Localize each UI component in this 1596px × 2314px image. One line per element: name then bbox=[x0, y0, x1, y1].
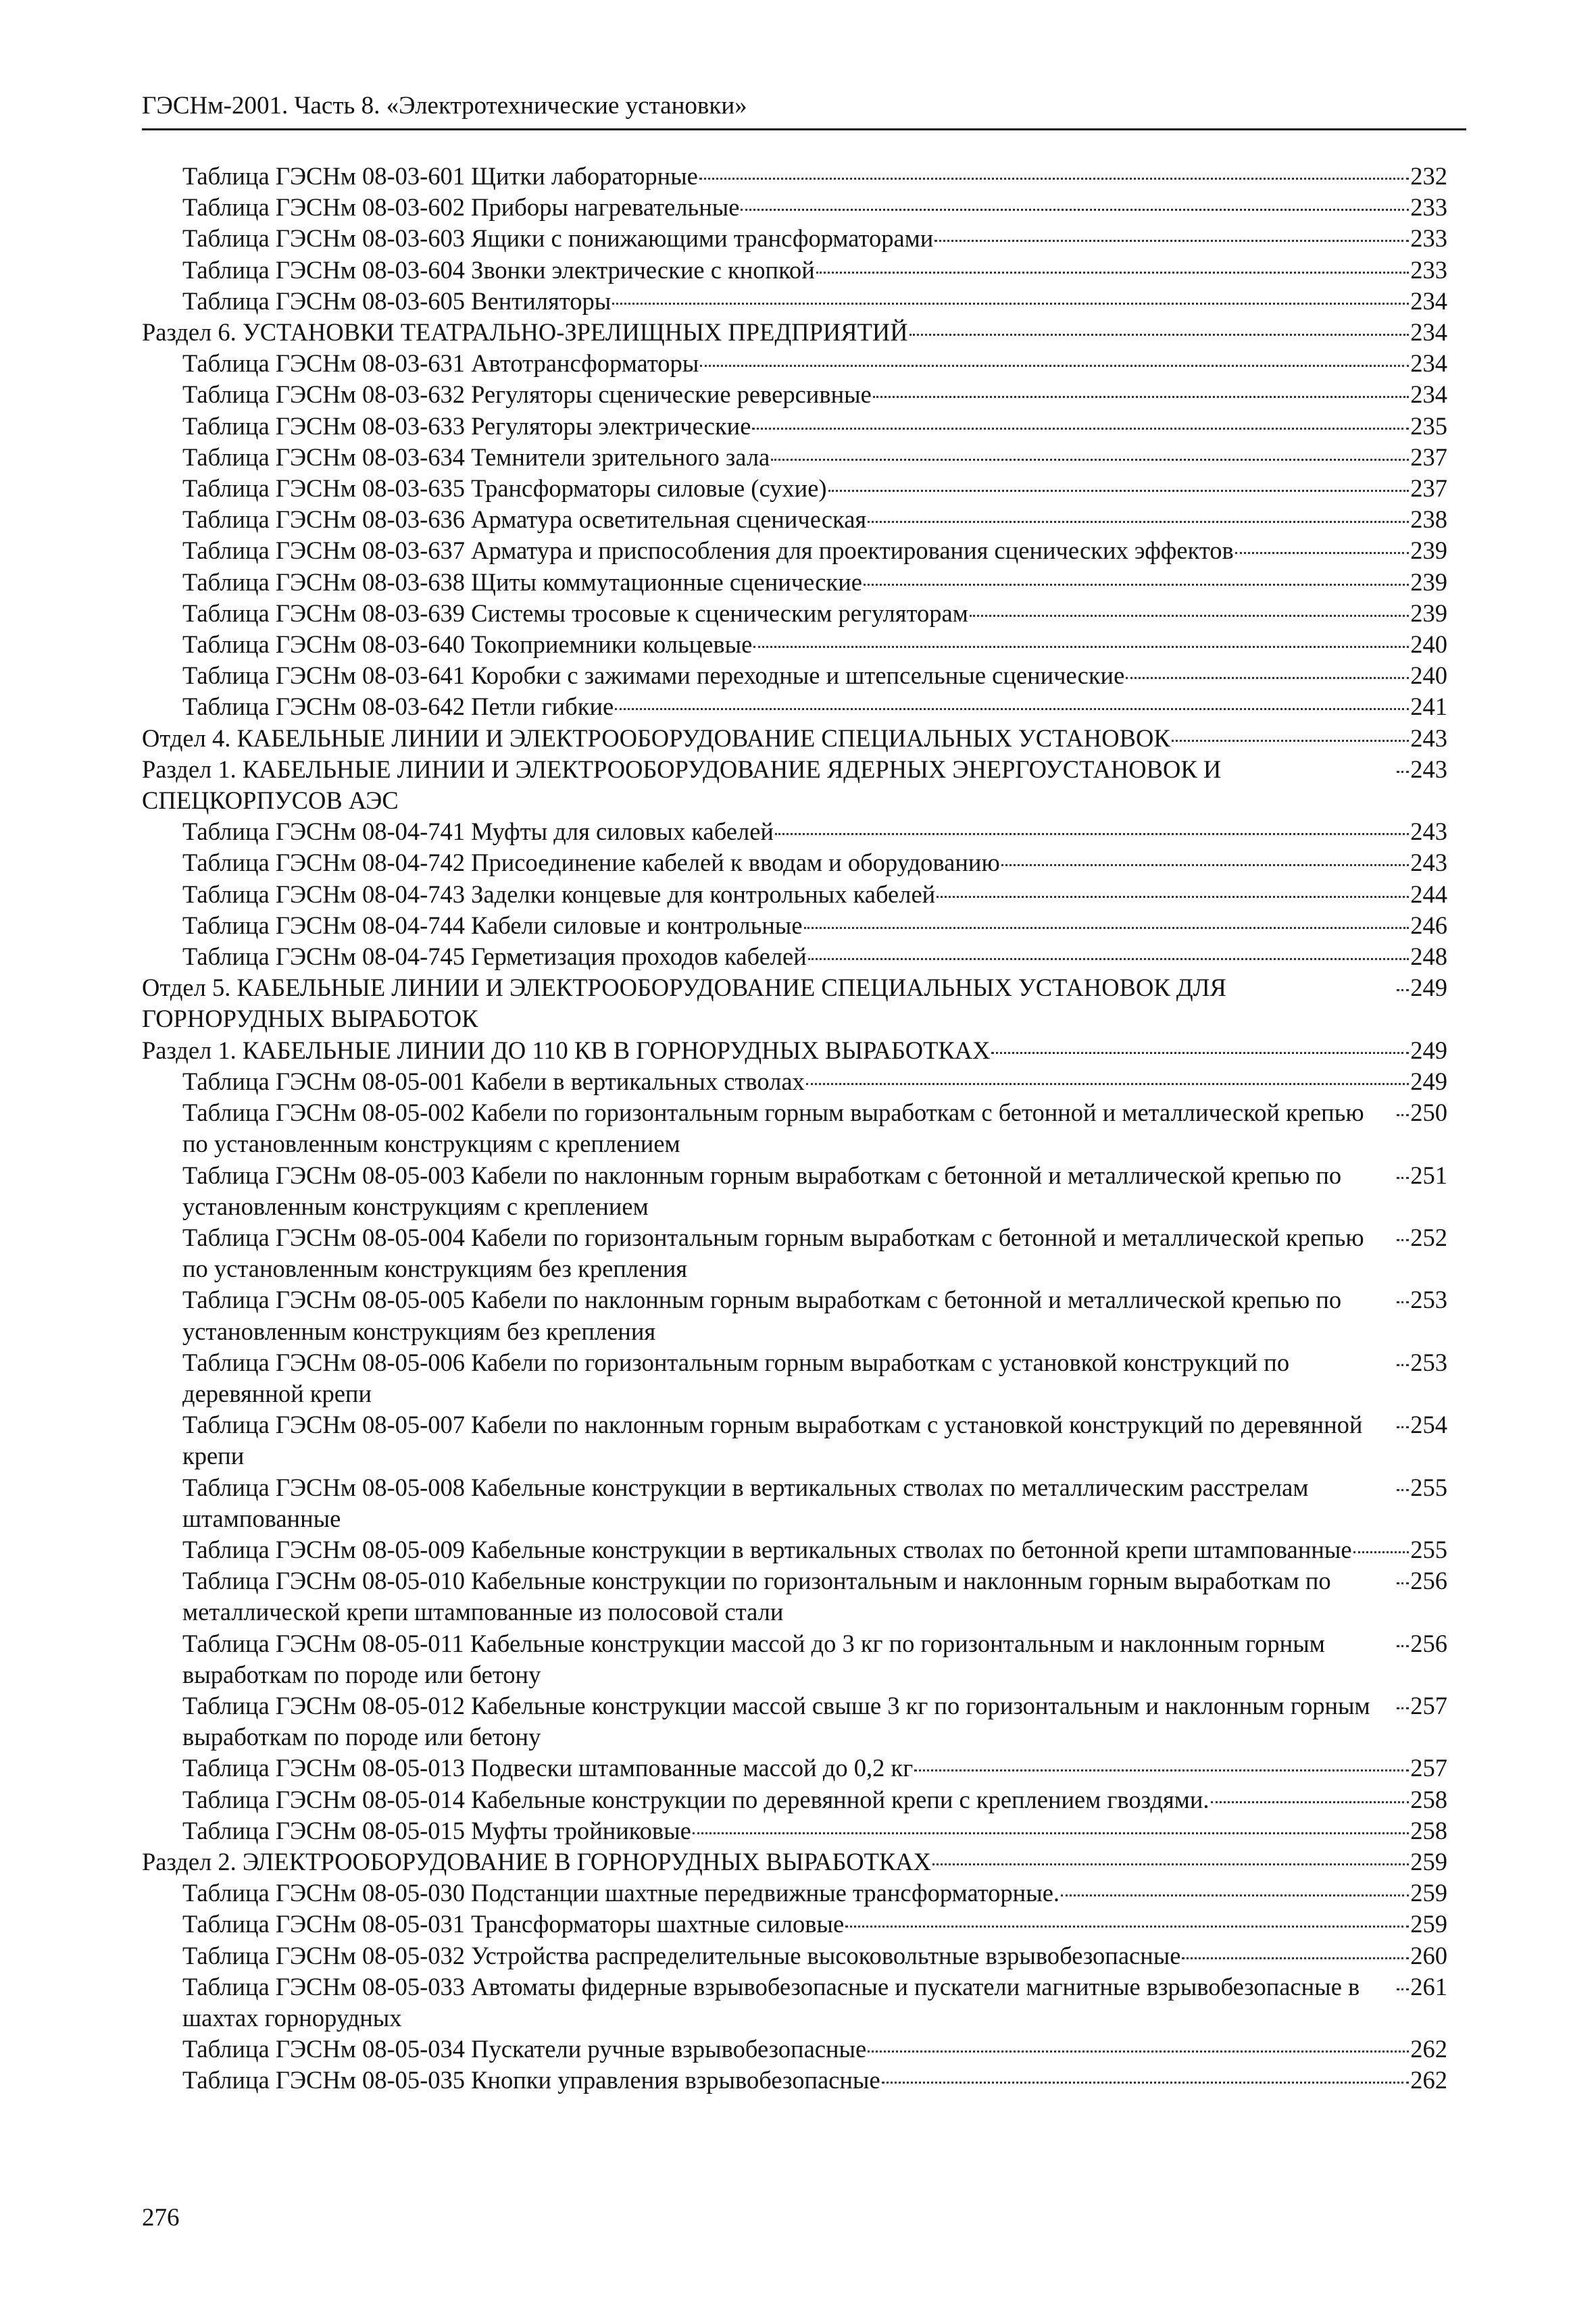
dot-leader bbox=[873, 396, 1409, 398]
toc-entry-table bbox=[142, 535, 1447, 566]
dot-leader bbox=[1397, 1489, 1409, 1491]
dot-leader bbox=[816, 272, 1409, 274]
toc-entry-table bbox=[142, 411, 1447, 442]
toc-entry-title: Таблица ГЭСНм 08-03-634 Темнители зрительного зала bbox=[182, 443, 770, 471]
dot-leader bbox=[1397, 1239, 1409, 1241]
toc-entry-section bbox=[142, 723, 1447, 754]
toc-entry-table bbox=[142, 348, 1447, 379]
dot-leader bbox=[808, 958, 1410, 960]
dot-leader bbox=[864, 584, 1409, 586]
toc-entry-table bbox=[142, 1784, 1447, 1815]
toc-entry-page: 254 bbox=[1410, 1411, 1447, 1439]
toc-entry-page: 251 bbox=[1410, 1161, 1447, 1189]
toc-entry-title: Таблица ГЭСНм 08-03-601 Щитки лабораторные bbox=[182, 162, 698, 190]
dot-leader bbox=[612, 303, 1409, 305]
dot-leader bbox=[882, 2082, 1410, 2084]
dot-leader bbox=[1353, 1551, 1410, 1553]
toc-entry-title: Раздел 6. УСТАНОВКИ ТЕАТРАЛЬНО-ЗРЕЛИЩНЫХ ПРЕДПРИЯТИЙ bbox=[142, 318, 908, 347]
toc-entry-table bbox=[142, 1284, 1447, 1347]
table-of-contents bbox=[142, 161, 1447, 2096]
toc-entry-page: 243 bbox=[1410, 755, 1447, 783]
toc-entry-title: Таблица ГЭСНм 08-05-001 Кабели в вертикальных стволах bbox=[182, 1067, 805, 1095]
header-rule bbox=[142, 128, 1466, 130]
toc-entry-page: 256 bbox=[1410, 1629, 1447, 1657]
dot-leader bbox=[1061, 1894, 1409, 1896]
toc-entry-title: Таблица ГЭСНм 08-04-741 Муфты для силовых кабелей bbox=[182, 818, 774, 846]
dot-leader bbox=[1182, 1957, 1409, 1959]
toc-entry-table bbox=[142, 473, 1447, 504]
toc-entry-page: 240 bbox=[1410, 661, 1447, 690]
toc-entry-title: Таблица ГЭСНм 08-03-632 Регуляторы сценические реверсивные bbox=[182, 380, 872, 409]
dot-leader bbox=[1397, 1301, 1409, 1303]
dot-leader bbox=[909, 334, 1410, 336]
dot-leader bbox=[937, 896, 1409, 898]
toc-entry-table bbox=[142, 286, 1447, 317]
toc-entry-title: Таблица ГЭСНм 08-05-008 Кабельные конструкции в вертикальных стволах по металлическим расстрелам штампованные bbox=[182, 1473, 1309, 1532]
toc-entry-title: Таблица ГЭСНм 08-03-604 Звонки электрические с кнопкой bbox=[182, 255, 815, 284]
toc-entry-table bbox=[142, 379, 1447, 410]
toc-entry-page: 234 bbox=[1410, 380, 1447, 409]
dot-leader bbox=[1235, 552, 1409, 554]
toc-entry-table bbox=[142, 1097, 1447, 1159]
dot-leader bbox=[1397, 1988, 1409, 1990]
toc-entry-page: 239 bbox=[1410, 536, 1447, 565]
toc-entry-title: Таблица ГЭСНм 08-03-637 Арматура и приспособления для проектирования сценических эффектов bbox=[182, 536, 1234, 565]
toc-entry-page: 249 bbox=[1410, 974, 1447, 1002]
toc-entry-title: Таблица ГЭСНм 08-03-633 Регуляторы электрические bbox=[182, 411, 751, 440]
dot-leader bbox=[1172, 740, 1410, 742]
dot-leader bbox=[991, 1052, 1409, 1054]
toc-entry-title: Таблица ГЭСНм 08-05-007 Кабели по наклонным горным выработкам с установкой конструкций по деревянной крепи bbox=[182, 1411, 1363, 1470]
toc-entry-page: 249 bbox=[1410, 1067, 1447, 1095]
toc-entry-title: Таблица ГЭСНм 08-05-013 Подвески штампованные массой до 0,2 кг bbox=[182, 1754, 914, 1782]
toc-entry-table bbox=[142, 2065, 1447, 2096]
toc-entry-table bbox=[142, 255, 1447, 286]
toc-entry-table bbox=[142, 1909, 1447, 1940]
dot-leader bbox=[1397, 1707, 1409, 1709]
toc-entry-table bbox=[142, 1753, 1447, 1784]
dot-leader bbox=[753, 646, 1409, 648]
dot-leader bbox=[1397, 1426, 1409, 1428]
dot-leader bbox=[1126, 677, 1409, 679]
toc-entry-section bbox=[142, 754, 1447, 816]
toc-entry-table bbox=[142, 816, 1447, 847]
dot-leader bbox=[1397, 1177, 1409, 1179]
page-number: 276 bbox=[142, 2204, 180, 2232]
toc-entry-page: 243 bbox=[1410, 849, 1447, 877]
toc-entry-title: Таблица ГЭСНм 08-05-011 Кабельные конструкции массой до 3 кг по горизонтальным и наклонным горным выработкам по породе или бетону bbox=[182, 1629, 1325, 1688]
toc-entry-page: 260 bbox=[1410, 1941, 1447, 1969]
dot-leader bbox=[699, 178, 1409, 180]
toc-entry-title: Таблица ГЭСНм 08-03-641 Коробки с зажимами переходные и штепсельные сценические bbox=[182, 661, 1125, 690]
dot-leader bbox=[806, 1083, 1409, 1085]
dot-leader bbox=[970, 615, 1409, 617]
toc-entry-page: 258 bbox=[1410, 1785, 1447, 1813]
toc-entry-title: Таблица ГЭСНм 08-03-642 Петли гибкие bbox=[182, 693, 614, 721]
dot-leader bbox=[771, 459, 1409, 461]
toc-entry-section bbox=[142, 317, 1447, 348]
toc-entry-page: 234 bbox=[1410, 286, 1447, 315]
dot-leader bbox=[693, 1832, 1409, 1834]
toc-entry-title: Отдел 5. КАБЕЛЬНЫЕ ЛИНИИ И ЭЛЕКТРООБОРУДОВАНИЕ СПЕЦИАЛЬНЫХ УСТАНОВОК ДЛЯ ГОРНОРУДНЫХ ВЫРАБОТОК bbox=[142, 974, 1226, 1033]
dot-leader bbox=[914, 1769, 1409, 1771]
toc-entry-page: 262 bbox=[1410, 2066, 1447, 2094]
dot-leader bbox=[741, 209, 1409, 211]
toc-entry-table bbox=[142, 1940, 1447, 1971]
toc-entry-title: Таблица ГЭСНм 08-05-010 Кабельные конструкции по горизонтальным и наклонным горным выработкам по металлической крепи штампованные из полосовой стали bbox=[182, 1567, 1331, 1626]
toc-entry-page: 250 bbox=[1410, 1099, 1447, 1127]
toc-entry-title: Таблица ГЭСНм 08-05-030 Подстанции шахтные передвижные трансформаторные. bbox=[182, 1879, 1060, 1907]
toc-entry-page: 244 bbox=[1410, 880, 1447, 908]
toc-entry-page: 232 bbox=[1410, 162, 1447, 190]
running-header: ГЭСНм-2001. Часть 8. «Электротехнические установки» bbox=[142, 92, 747, 120]
toc-entry-page: 243 bbox=[1410, 818, 1447, 846]
toc-entry-title: Таблица ГЭСНм 08-03-605 Вентиляторы bbox=[182, 286, 612, 315]
toc-entry-title: Таблица ГЭСНм 08-05-002 Кабели по горизонтальным горным выработкам с бетонной и металлической крепью по установленным конструкциям с креплением bbox=[182, 1099, 1364, 1158]
toc-entry-table bbox=[142, 1971, 1447, 2034]
toc-entry-title: Раздел 1. КАБЕЛЬНЫЕ ЛИНИИ ДО 110 КВ В ГОРНОРУДНЫХ ВЫРАБОТКАХ bbox=[142, 1036, 991, 1064]
toc-entry-title: Таблица ГЭСНм 08-05-033 Автоматы фидерные взрывобезопасные и пускатели магнитные взрывобезопасные в шахтах горнорудных bbox=[182, 1972, 1360, 2032]
toc-entry-page: 239 bbox=[1410, 599, 1447, 627]
toc-entry-table bbox=[142, 1534, 1447, 1565]
toc-entry-table bbox=[142, 1815, 1447, 1846]
dot-leader bbox=[700, 365, 1409, 367]
toc-entry-page: 255 bbox=[1410, 1535, 1447, 1563]
toc-entry-title: Таблица ГЭСНм 08-05-032 Устройства распределительные высоковольтные взрывобезопасные bbox=[182, 1941, 1181, 1969]
toc-entry-table bbox=[142, 192, 1447, 223]
toc-entry-page: 237 bbox=[1410, 474, 1447, 503]
toc-entry-page: 234 bbox=[1410, 349, 1447, 378]
toc-entry-table bbox=[142, 161, 1447, 192]
toc-entry-title: Таблица ГЭСНм 08-03-631 Автотрансформаторы bbox=[182, 349, 699, 378]
toc-entry-table bbox=[142, 1628, 1447, 1690]
toc-entry-page: 249 bbox=[1410, 1036, 1447, 1064]
toc-entry-table bbox=[142, 1878, 1447, 1909]
dot-leader bbox=[828, 490, 1410, 492]
toc-entry-title: Таблица ГЭСНм 08-03-635 Трансформаторы силовые (сухие) bbox=[182, 474, 827, 503]
toc-entry-table bbox=[142, 442, 1447, 473]
dot-leader bbox=[1397, 771, 1409, 773]
toc-entry-title: Таблица ГЭСНм 08-05-035 Кнопки управления взрывобезопасные bbox=[182, 2066, 880, 2094]
dot-leader bbox=[868, 521, 1409, 523]
toc-entry-page: 253 bbox=[1410, 1286, 1447, 1314]
dot-leader bbox=[868, 2051, 1409, 2053]
toc-entry-section bbox=[142, 972, 1447, 1034]
toc-entry-title: Таблица ГЭСНм 08-05-005 Кабели по наклонным горным выработкам с бетонной и металлической крепью по установленным конструкциям без крепления bbox=[182, 1286, 1342, 1345]
toc-entry-table bbox=[142, 629, 1447, 660]
toc-entry-table bbox=[142, 598, 1447, 629]
toc-entry-page: 235 bbox=[1410, 411, 1447, 440]
toc-entry-table bbox=[142, 1066, 1447, 1097]
toc-entry-title: Таблица ГЭСНм 08-04-744 Кабели силовые и контрольные bbox=[182, 911, 803, 939]
dot-leader bbox=[932, 1863, 1409, 1865]
dot-leader bbox=[1397, 1645, 1409, 1647]
toc-entry-title: Таблица ГЭСНм 08-05-015 Муфты тройниковые bbox=[182, 1816, 691, 1844]
toc-entry-table bbox=[142, 1472, 1447, 1534]
toc-entry-table bbox=[142, 1347, 1447, 1409]
toc-entry-page: 233 bbox=[1410, 255, 1447, 284]
dot-leader bbox=[1397, 1582, 1409, 1584]
toc-entry-table bbox=[142, 1160, 1447, 1222]
toc-entry-table bbox=[142, 691, 1447, 722]
toc-entry-title: Таблица ГЭСНм 08-04-742 Присоединение кабелей к вводам и оборудованию bbox=[182, 849, 1000, 877]
toc-entry-title: Таблица ГЭСНм 08-05-012 Кабельные конструкции массой свыше 3 кг по горизонтальным и наклонным горным выработкам по породе или бетону bbox=[182, 1691, 1370, 1751]
toc-entry-table bbox=[142, 504, 1447, 535]
dot-leader bbox=[1397, 989, 1409, 991]
dot-leader bbox=[1397, 1114, 1409, 1116]
toc-entry-title: Таблица ГЭСНм 08-05-004 Кабели по горизонтальным горным выработкам с бетонной и металлической крепью по установленным конструкциям без крепления bbox=[182, 1223, 1364, 1283]
toc-entry-table bbox=[142, 1409, 1447, 1472]
dot-leader bbox=[1001, 864, 1410, 866]
toc-entry-page: 259 bbox=[1410, 1847, 1447, 1876]
toc-entry-page: 246 bbox=[1410, 911, 1447, 939]
toc-entry-page: 233 bbox=[1410, 224, 1447, 253]
toc-entry-table bbox=[142, 1565, 1447, 1628]
toc-entry-title: Таблица ГЭСНм 08-03-603 Ящики с понижающими трансформаторами bbox=[182, 224, 934, 253]
toc-entry-page: 240 bbox=[1410, 630, 1447, 659]
toc-entry-title: Таблица ГЭСНм 08-03-602 Приборы нагревательные bbox=[182, 193, 740, 222]
toc-entry-table bbox=[142, 2034, 1447, 2065]
toc-entry-page: 233 bbox=[1410, 193, 1447, 222]
toc-entry-table bbox=[142, 223, 1447, 254]
toc-entry-page: 259 bbox=[1410, 1879, 1447, 1907]
toc-entry-page: 238 bbox=[1410, 505, 1447, 534]
toc-entry-page: 256 bbox=[1410, 1567, 1447, 1595]
toc-entry-page: 262 bbox=[1410, 2035, 1447, 2063]
toc-entry-title: Раздел 2. ЭЛЕКТРООБОРУДОВАНИЕ В ГОРНОРУДНЫХ ВЫРАБОТКАХ bbox=[142, 1847, 931, 1876]
toc-entry-page: 252 bbox=[1410, 1223, 1447, 1251]
dot-leader bbox=[775, 833, 1409, 835]
toc-entry-table bbox=[142, 1690, 1447, 1753]
dot-leader bbox=[845, 1926, 1409, 1928]
toc-entry-page: 234 bbox=[1410, 318, 1447, 347]
toc-entry-title: Таблица ГЭСНм 08-05-003 Кабели по наклонным горным выработкам с бетонной и металлической крепью по установленным конструкциям с креплением bbox=[182, 1161, 1342, 1220]
toc-entry-table bbox=[142, 567, 1447, 598]
toc-entry-title: Таблица ГЭСНм 08-04-745 Герметизация проходов кабелей bbox=[182, 942, 807, 971]
toc-entry-page: 258 bbox=[1410, 1816, 1447, 1844]
dot-leader bbox=[804, 927, 1410, 929]
toc-entry-title: Таблица ГЭСНм 08-05-009 Кабельные конструкции в вертикальных стволах по бетонной крепи штампованные bbox=[182, 1535, 1352, 1563]
toc-entry-table bbox=[142, 879, 1447, 910]
toc-entry-table bbox=[142, 660, 1447, 691]
toc-entry-title: Отдел 4. КАБЕЛЬНЫЕ ЛИНИИ И ЭЛЕКТРООБОРУДОВАНИЕ СПЕЦИАЛЬНЫХ УСТАНОВОК bbox=[142, 724, 1170, 752]
toc-entry-page: 243 bbox=[1410, 724, 1447, 752]
toc-entry-section bbox=[142, 1846, 1447, 1878]
toc-entry-title: Таблица ГЭСНм 08-03-639 Системы тросовые к сценическим регуляторам bbox=[182, 599, 968, 627]
toc-entry-title: Таблица ГЭСНм 08-05-006 Кабели по горизонтальным горным выработкам с установкой конструкций по деревянной крепи bbox=[182, 1348, 1290, 1407]
toc-entry-table bbox=[142, 1222, 1447, 1284]
toc-entry-page: 248 bbox=[1410, 942, 1447, 971]
toc-entry-title: Таблица ГЭСНм 08-05-031 Трансформаторы шахтные силовые bbox=[182, 1910, 845, 1938]
toc-entry-page: 259 bbox=[1410, 1910, 1447, 1938]
toc-entry-page: 257 bbox=[1410, 1754, 1447, 1782]
toc-entry-page: 261 bbox=[1410, 1972, 1447, 2001]
toc-entry-section bbox=[142, 1035, 1447, 1066]
toc-entry-page: 239 bbox=[1410, 568, 1447, 596]
dot-leader bbox=[1211, 1801, 1410, 1803]
dot-leader bbox=[752, 428, 1409, 430]
toc-entry-title: Таблица ГЭСНм 08-04-743 Заделки концевые для контрольных кабелей bbox=[182, 880, 936, 908]
toc-entry-title: Таблица ГЭСНм 08-03-640 Токоприемники кольцевые bbox=[182, 630, 753, 659]
toc-entry-page: 253 bbox=[1410, 1348, 1447, 1376]
toc-entry-title: Раздел 1. КАБЕЛЬНЫЕ ЛИНИИ И ЭЛЕКТРООБОРУДОВАНИЕ ЯДЕРНЫХ ЭНЕРГОУСТАНОВОК И СПЕЦКОРПУСОВ АЭС bbox=[142, 755, 1222, 815]
toc-entry-table bbox=[142, 941, 1447, 972]
toc-entry-title: Таблица ГЭСНм 08-03-638 Щиты коммутационные сценические bbox=[182, 568, 862, 596]
toc-entry-title: Таблица ГЭСНм 08-05-034 Пускатели ручные взрывобезопасные bbox=[182, 2035, 867, 2063]
toc-entry-page: 257 bbox=[1410, 1691, 1447, 1719]
toc-entry-page: 241 bbox=[1410, 693, 1447, 721]
toc-entry-title: Таблица ГЭСНм 08-03-636 Арматура осветительная сценическая bbox=[182, 505, 867, 534]
toc-entry-table bbox=[142, 910, 1447, 941]
toc-entry-table bbox=[142, 847, 1447, 878]
toc-entry-page: 237 bbox=[1410, 443, 1447, 471]
toc-entry-title: Таблица ГЭСНм 08-05-014 Кабельные конструкции по деревянной крепи с креплением гвоздями. bbox=[182, 1785, 1210, 1813]
toc-entry-page: 255 bbox=[1410, 1473, 1447, 1501]
dot-leader bbox=[615, 708, 1409, 710]
dot-leader bbox=[934, 240, 1409, 242]
dot-leader bbox=[1397, 1364, 1409, 1366]
